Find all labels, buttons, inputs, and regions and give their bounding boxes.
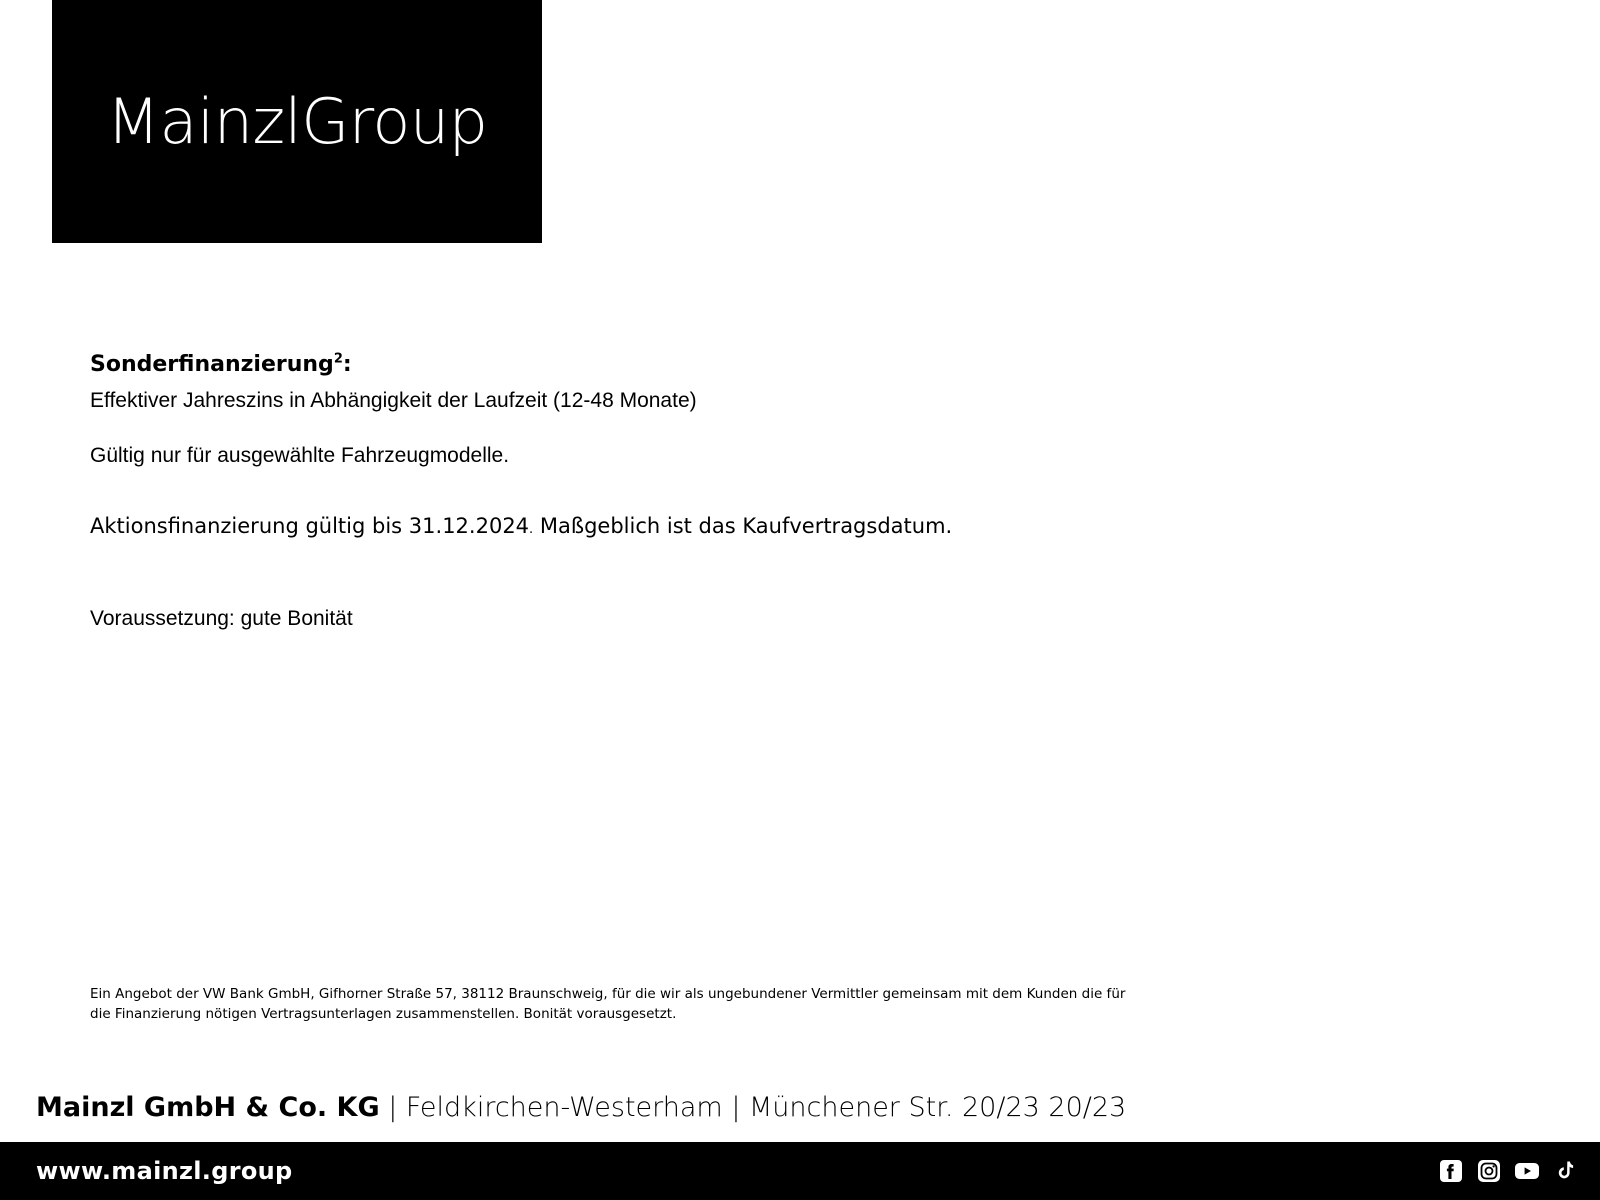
promo-dot: . — [529, 522, 534, 537]
footer-company-name: Mainzl GmbH & Co. KG — [36, 1092, 380, 1123]
youtube-icon[interactable] — [1514, 1158, 1540, 1184]
brand-logo — [52, 0, 542, 243]
footer-bar — [0, 1142, 1600, 1200]
tiktok-icon[interactable] — [1552, 1158, 1578, 1184]
footnote-marker: 2 — [333, 351, 343, 367]
interest-rate-line: Effektiver Jahreszins in Abhängigkeit der Laufzeit (12-48 Monate) — [90, 388, 697, 412]
promo-end-date: 31.12.2024 — [408, 514, 530, 538]
section-heading-text: Sonderfinanzierung — [90, 352, 334, 377]
promo-prefix: Aktionsfinanzierung gültig bis — [90, 514, 403, 538]
promo-validity-line — [90, 512, 952, 541]
footer-separator-1: | — [379, 1092, 406, 1123]
footer-address-line — [36, 1092, 1576, 1123]
social-links — [1438, 1158, 1578, 1184]
promo-suffix: Maßgeblich ist das Kaufvertragsdatum. — [539, 514, 953, 538]
footer-street-trailing: 20/23 — [1048, 1092, 1127, 1123]
models-restriction-line: Gültig nur für ausgewählte Fahrzeugmodelle. — [90, 444, 510, 468]
section-heading-colon: : — [342, 352, 352, 377]
legal-fineprint: Ein Angebot der VW Bank GmbH, Gifhorner Straße 57, 38112 Braunschweig, für die wir als ungebundener Vermittler gemeinsam mit dem Kunden die für die Finanzierung nötigen Vertragsunterlagen zusammenstellen. Bonität vorausgesetzt. — [90, 986, 1126, 1022]
instagram-icon[interactable] — [1476, 1158, 1502, 1184]
website-url[interactable]: www.mainzl.group — [36, 1157, 293, 1185]
brand-logo-text: MainzlGroup — [106, 84, 488, 158]
facebook-icon[interactable] — [1438, 1158, 1464, 1184]
main-content — [90, 350, 1410, 630]
footer-location: Feldkirchen-Westerham — [405, 1092, 723, 1123]
credit-requirement-line: Voraussetzung: gute Bonität — [90, 607, 353, 630]
section-heading — [90, 350, 1410, 380]
footer-separator-2: | — [722, 1092, 749, 1123]
footer-street: Münchener Str. 20/23 — [749, 1092, 1040, 1123]
